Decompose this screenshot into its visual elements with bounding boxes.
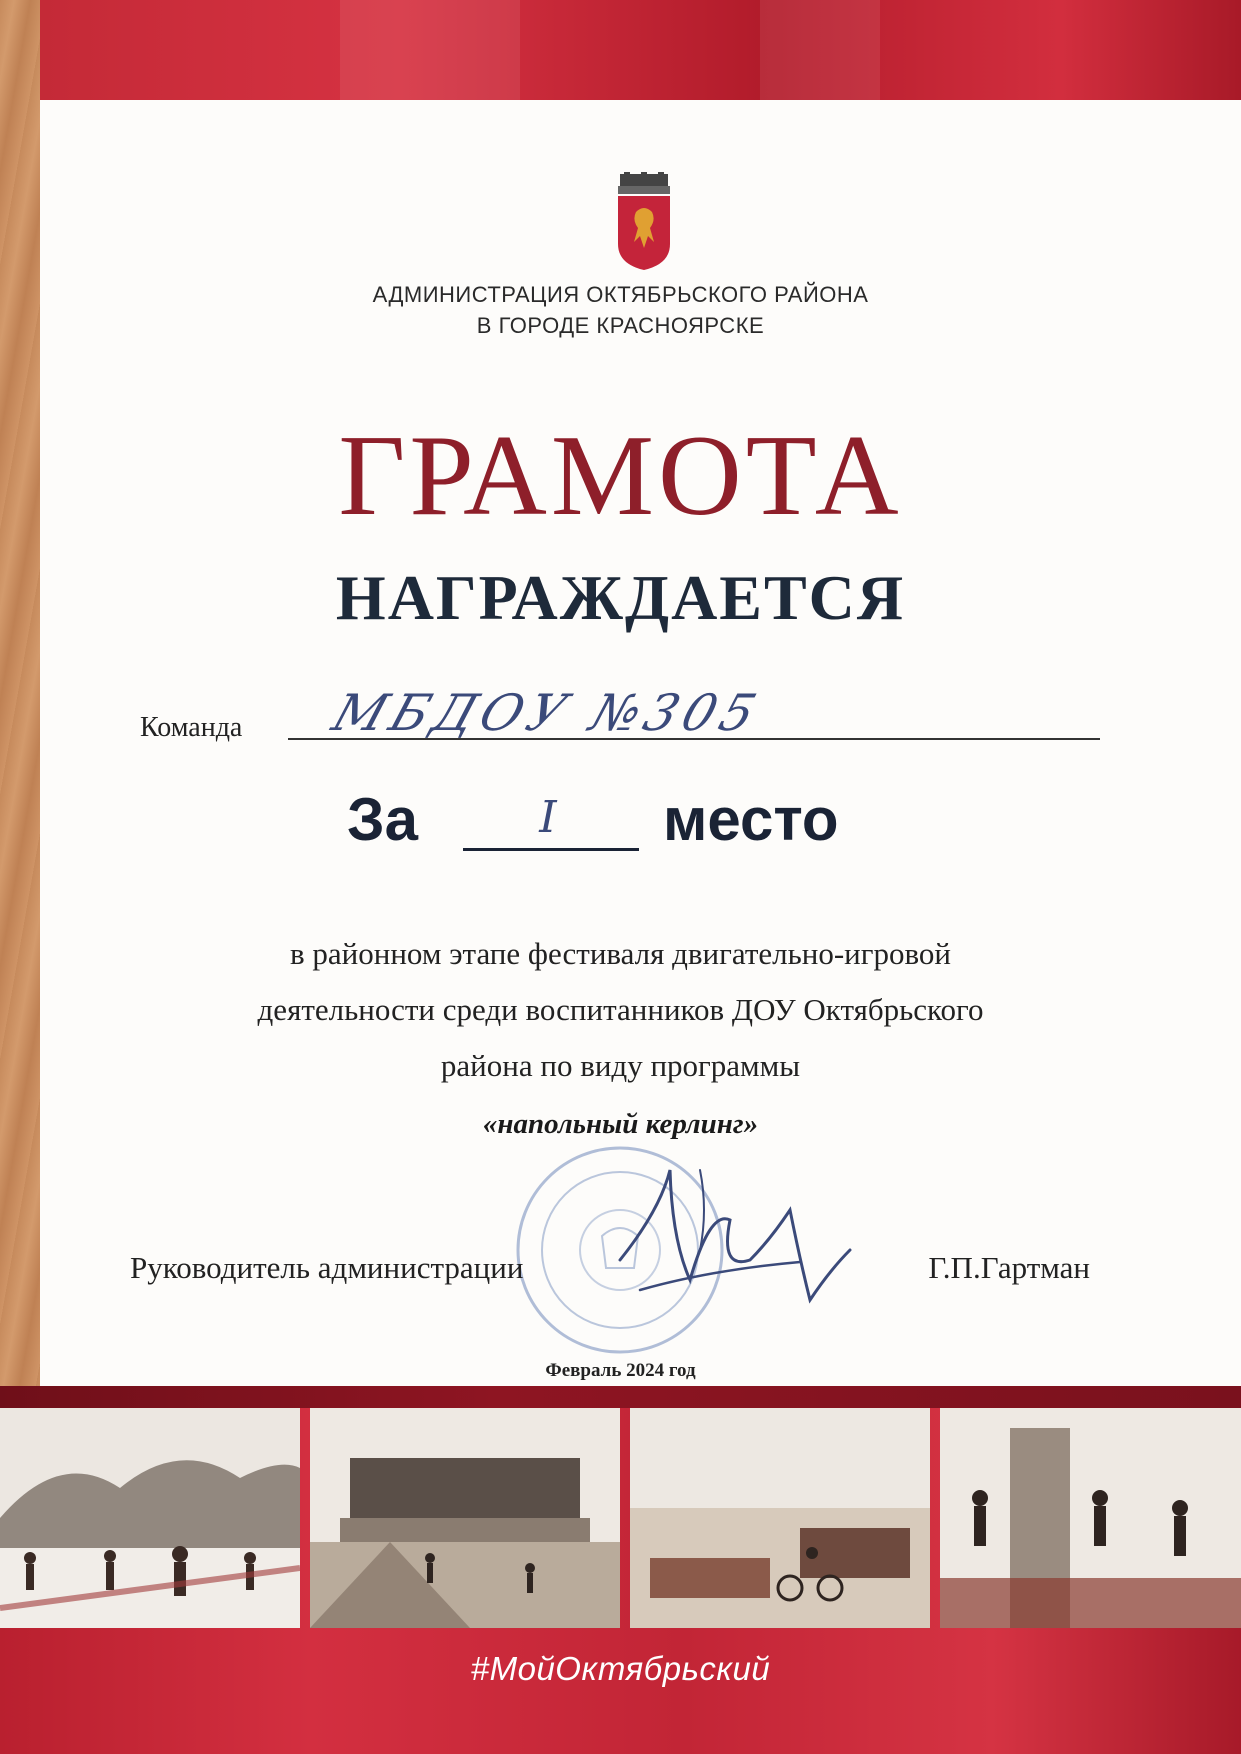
place-underline [463, 848, 639, 851]
description-line-1: в районном этапе фестиваля двигательно-игровой [290, 936, 951, 971]
team-label: Команда [140, 712, 243, 743]
handwritten-signature-icon [600, 1150, 860, 1330]
issue-date: Февраль 2024 год [545, 1360, 696, 1381]
photo-stadium [310, 1408, 620, 1628]
photo-skatepark [630, 1408, 930, 1628]
signature-row [130, 1250, 1090, 1290]
photo-runners [940, 1408, 1241, 1628]
photo-skiing [0, 1408, 300, 1628]
place-prefix: За [347, 786, 418, 853]
place-suffix: место [663, 786, 839, 853]
discipline-name: «напольный керлинг» [482, 1108, 759, 1140]
description-line-2: деятельности среди воспитанников ДОУ Октябрьского [257, 992, 984, 1027]
bottom-dark-strip [0, 1386, 1241, 1408]
awarded-heading: НАГРАЖДАЕТСЯ [335, 562, 906, 633]
signatory-role: Руководитель администрации [130, 1250, 524, 1285]
place-row [0, 786, 1241, 860]
team-handwritten-value: МБДОУ №305 [325, 684, 769, 742]
top-red-band [40, 0, 1241, 100]
hashtag-text: #МойОктябрьский [470, 1650, 771, 1687]
place-handwritten-value: I [539, 792, 557, 843]
certificate-title: ГРАМОТА [338, 412, 903, 540]
photo-collage [0, 1408, 1241, 1628]
coat-of-arms-icon [614, 172, 674, 272]
signatory-name: Г.П.Гартман [928, 1250, 1090, 1285]
issuer-line-1: АДМИНИСТРАЦИЯ ОКТЯБРЬСКОГО РАЙОНА [372, 282, 869, 307]
team-row [140, 684, 1100, 743]
description-line-3: района по виду программы [440, 1048, 801, 1083]
issuer-line-2: В ГОРОДЕ КРАСНОЯРСКЕ [476, 313, 765, 338]
